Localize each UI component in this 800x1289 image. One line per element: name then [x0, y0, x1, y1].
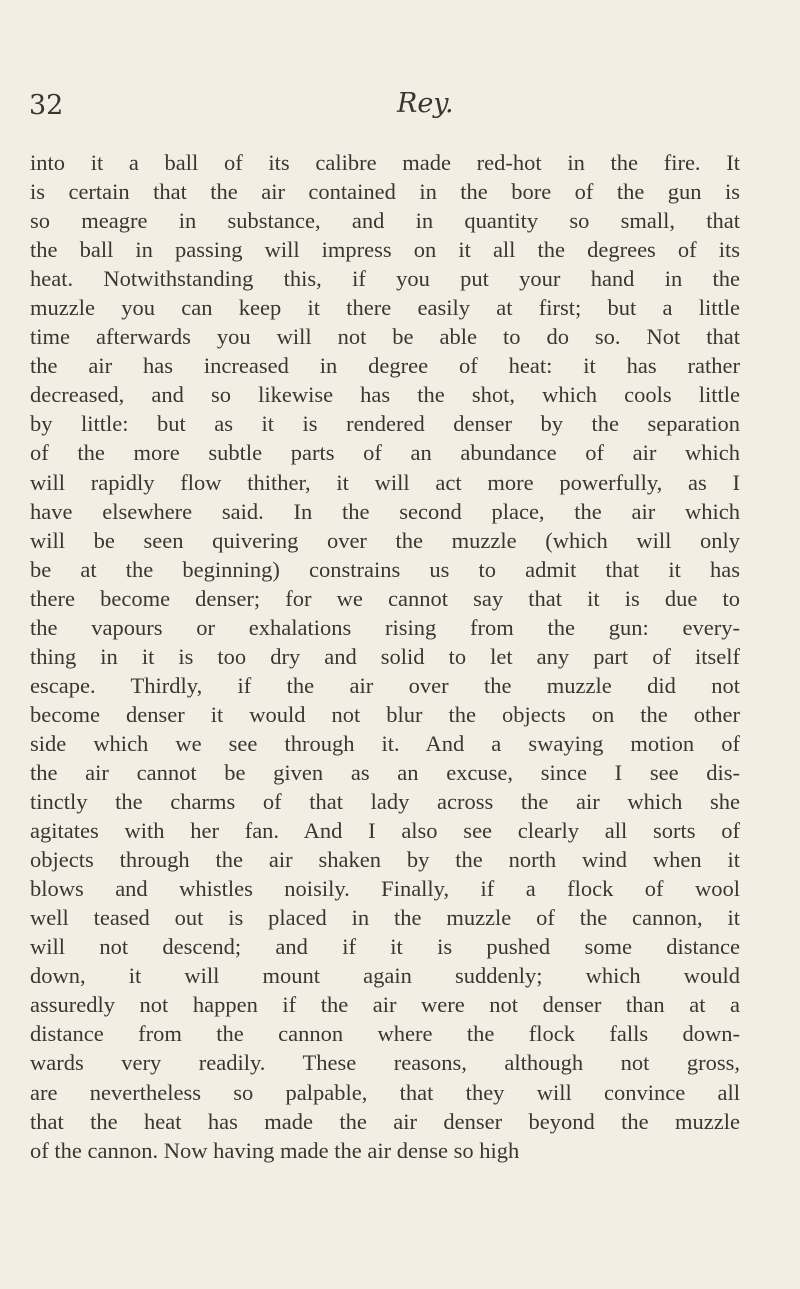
text-line: become denser it would not blur the objects on the other	[30, 701, 740, 727]
text-line: will not descend; and if it is pushed some distance	[30, 934, 740, 960]
text-line: blows and whistles noisily. Finally, if a flock of wool	[30, 876, 740, 902]
text-line: the ball in passing will impress on it all the degrees of its	[30, 237, 740, 263]
text-line: that the heat has made the air denser beyond the muzzle	[30, 1108, 740, 1134]
text-line: the air has increased in degree of heat: it has rather	[30, 353, 740, 379]
text-line: will rapidly flow thither, it will act more powerfully, as I	[30, 469, 740, 495]
text-line: of the cannon. Now having made the air dense so high	[30, 1137, 520, 1163]
text-line: will be seen quivering over the muzzle (which will only	[30, 527, 740, 553]
text-line: agitates with her fan. And I also see clearly all sorts of	[30, 818, 740, 844]
text-line: down, it will mount again suddenly; which would	[30, 963, 740, 989]
text-line: thing in it is too dry and solid to let any part of itself	[30, 643, 740, 669]
text-line: muzzle you can keep it there easily at first; but a little	[30, 295, 740, 321]
text-line: by little: but as it is rendered denser by the separation	[30, 411, 740, 437]
text-line: distance from the cannon where the flock falls down-	[30, 1021, 740, 1047]
text-line: wards very readily. These reasons, although not gross,	[30, 1050, 740, 1076]
text-line: there become denser; for we cannot say that it is due to	[30, 585, 740, 611]
text-line: have elsewhere said. In the second place, the air which	[30, 498, 740, 524]
text-line: into it a ball of its calibre made red-hot in the fire. It	[30, 150, 740, 175]
text-line: well teased out is placed in the muzzle of the cannon, it	[30, 905, 740, 931]
text-line: the air cannot be given as an excuse, since I see dis-	[30, 759, 740, 785]
text-line: so meagre in substance, and in quantity so small, that	[30, 208, 740, 234]
text-line: escape. Thirdly, if the air over the muzzle did not	[30, 672, 740, 698]
text-line: side which we see through it. And a swaying motion of	[30, 730, 740, 756]
body-text	[30, 148, 740, 1165]
text-line: of the more subtle parts of an abundance of air which	[30, 440, 740, 466]
text-line: heat. Notwithstanding this, if you put your hand in the	[30, 266, 740, 292]
text-line: the vapours or exhalations rising from the gun: every-	[30, 614, 740, 640]
text-line: be at the beginning) constrains us to admit that it has	[30, 556, 740, 582]
text-line: tinctly the charms of that lady across the air which she	[30, 789, 740, 815]
running-head: Rey.	[397, 88, 454, 119]
text-line: are nevertheless so palpable, that they will convince all	[30, 1079, 740, 1105]
text-line: objects through the air shaken by the north wind when it	[30, 847, 740, 873]
text-line: time afterwards you will not be able to do so. Not that	[30, 324, 740, 350]
text-line: is certain that the air contained in the bore of the gun is	[30, 179, 740, 205]
text-line: assuredly not happen if the air were not denser than at a	[30, 992, 740, 1018]
page-header	[0, 88, 800, 128]
page-number: 32	[29, 90, 64, 121]
text-line: decreased, and so likewise has the shot, which cools little	[30, 382, 740, 408]
